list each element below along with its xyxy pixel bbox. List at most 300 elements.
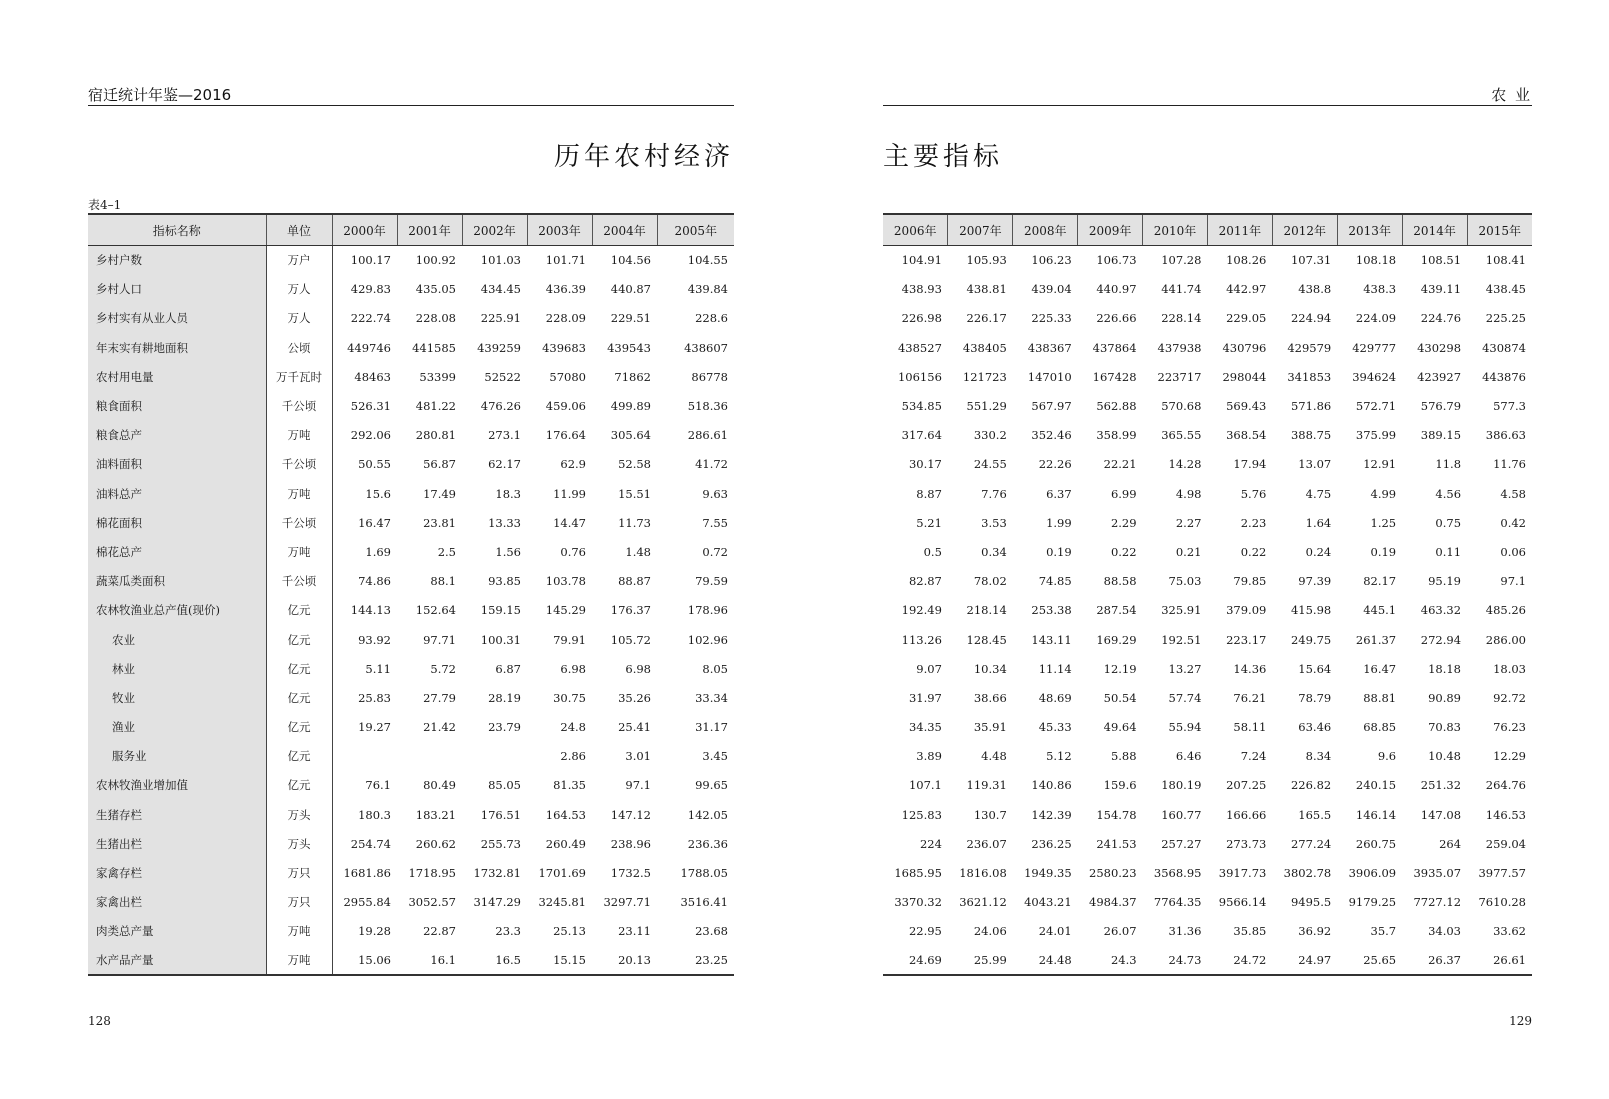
indicator-name: 农村用电量 (88, 362, 266, 391)
value-cell: 78.02 (973, 574, 1007, 589)
value-cell: 9495.5 (1290, 895, 1332, 910)
value-cell: 71862 (614, 369, 651, 384)
value-cell: 26.61 (1467, 946, 1532, 975)
table-row (883, 654, 1532, 683)
table-row (88, 946, 734, 975)
indicator-name: 水产品产量 (88, 946, 266, 975)
indicator-unit: 千公顷 (266, 508, 332, 537)
value-cell: 439.84 (687, 282, 728, 297)
table-row (88, 742, 734, 771)
value-cell: 24.69 (883, 946, 948, 975)
table-row (88, 596, 734, 625)
value-cell: 286.00 (1485, 632, 1526, 647)
value-cell: 224.09 (1355, 311, 1397, 326)
value-cell: 0.42 (1500, 515, 1526, 530)
table-row (88, 858, 734, 887)
column-header: 2015年 (1467, 214, 1532, 246)
value-cell: 55.94 (1168, 720, 1202, 735)
table-row (88, 713, 734, 742)
value-cell: 259.04 (1485, 836, 1526, 851)
value-cell: 34.03 (1428, 924, 1462, 939)
column-header: 2004年 (592, 214, 657, 246)
table-row (88, 450, 734, 479)
value-cell: 0.22 (1110, 544, 1137, 559)
value-cell: 576.79 (1420, 399, 1462, 414)
value-cell: 38.66 (973, 690, 1007, 705)
table-row (88, 508, 734, 537)
value-cell: 6.37 (1046, 486, 1072, 501)
value-cell: 19.28 (358, 924, 391, 939)
value-cell: 442.97 (1226, 282, 1267, 297)
value-cell: 99.65 (695, 778, 728, 793)
value-cell: 17.94 (1233, 457, 1267, 472)
value-cell (397, 742, 462, 771)
value-cell: 9179.25 (1348, 895, 1397, 910)
value-cell: 441585 (412, 340, 456, 355)
indicator-unit: 亿元 (266, 713, 332, 742)
value-cell: 82.17 (1363, 574, 1397, 589)
table-row (883, 800, 1532, 829)
indicator-unit: 公顷 (266, 333, 332, 362)
indicator-name: 油料面积 (88, 450, 266, 479)
value-cell: 30.75 (553, 690, 586, 705)
value-cell: 74.85 (1038, 574, 1072, 589)
value-cell: 13.07 (1298, 457, 1332, 472)
value-cell: 23.3 (495, 924, 521, 939)
value-cell: 569.43 (1226, 399, 1267, 414)
indicator-name: 年末实有耕地面积 (88, 333, 266, 362)
value-cell: 435.05 (415, 282, 456, 297)
indicator-unit: 万吨 (266, 917, 332, 946)
value-cell: 437864 (1092, 340, 1137, 355)
value-cell: 0.19 (1046, 544, 1072, 559)
value-cell: 108.41 (1485, 253, 1526, 268)
value-cell: 35.26 (618, 690, 651, 705)
value-cell: 3.01 (625, 749, 651, 764)
column-header: 2003年 (527, 214, 592, 246)
value-cell: 128.45 (966, 632, 1007, 647)
indicator-unit: 千公顷 (266, 391, 332, 420)
value-cell: 224.94 (1290, 311, 1332, 326)
right-page (805, 0, 1609, 1099)
value-cell: 437938 (1157, 340, 1202, 355)
value-cell: 53399 (419, 369, 456, 384)
value-cell: 229.05 (1226, 311, 1267, 326)
value-cell: 218.14 (966, 603, 1007, 618)
value-cell: 253.38 (1031, 603, 1072, 618)
value-cell: 6.99 (1110, 486, 1137, 501)
table-row (883, 508, 1532, 537)
value-cell: 7727.12 (1413, 895, 1462, 910)
value-cell: 107.28 (1161, 253, 1202, 268)
value-cell: 24.97 (1272, 946, 1337, 975)
value-cell: 273.1 (488, 428, 521, 443)
value-cell: 103.78 (545, 574, 586, 589)
value-cell: 439.11 (1420, 282, 1462, 297)
value-cell: 8.87 (916, 486, 942, 501)
value-cell: 93.92 (358, 632, 391, 647)
column-header: 2011年 (1207, 214, 1272, 246)
value-cell: 5.72 (430, 661, 456, 676)
value-cell: 52522 (484, 369, 521, 384)
page-title-left: 历年农村经济 (553, 142, 734, 172)
value-cell: 104.91 (901, 253, 942, 268)
value-cell: 88.1 (430, 574, 456, 589)
value-cell: 81.35 (553, 778, 586, 793)
value-cell: 438367 (1027, 340, 1072, 355)
value-cell: 125.83 (901, 807, 942, 822)
value-cell: 76.21 (1233, 690, 1267, 705)
indicator-unit: 万吨 (266, 421, 332, 450)
value-cell: 56.87 (423, 457, 456, 472)
header-rule-left (88, 105, 734, 106)
indicator-unit: 万吨 (266, 537, 332, 566)
value-cell: 228.14 (1161, 311, 1202, 326)
table-row (883, 362, 1532, 391)
value-cell: 5.88 (1110, 749, 1137, 764)
value-cell: 1.64 (1305, 515, 1332, 530)
indicator-name: 棉花面积 (88, 508, 266, 537)
indicator-unit: 千公顷 (266, 450, 332, 479)
value-cell: 241.53 (1096, 836, 1137, 851)
table-row (883, 596, 1532, 625)
indicator-name: 蔬菜瓜类面积 (88, 567, 266, 596)
value-cell: 292.06 (350, 428, 391, 443)
table-row (883, 917, 1532, 946)
value-cell: 249.75 (1290, 632, 1332, 647)
value-cell: 439259 (477, 340, 521, 355)
value-cell: 100.31 (480, 632, 521, 647)
page-number-left: 128 (88, 1014, 111, 1028)
value-cell: 228.09 (545, 311, 586, 326)
value-cell: 551.29 (966, 399, 1007, 414)
value-cell: 16.47 (1363, 661, 1397, 676)
value-cell: 22.95 (908, 924, 942, 939)
value-cell: 5.76 (1240, 486, 1267, 501)
value-cell: 143.11 (1031, 632, 1072, 647)
value-cell: 144.13 (350, 603, 391, 618)
value-cell: 1.25 (1370, 515, 1397, 530)
table-row (88, 917, 734, 946)
value-cell: 108.18 (1355, 253, 1397, 268)
value-cell: 440.97 (1096, 282, 1137, 297)
indicator-name: 农林牧渔业增加值 (88, 771, 266, 800)
value-cell: 365.55 (1161, 428, 1202, 443)
value-cell: 438.93 (901, 282, 942, 297)
value-cell: 3147.29 (473, 895, 521, 910)
value-cell: 113.26 (901, 632, 942, 647)
table-row (883, 625, 1532, 654)
value-cell: 31.97 (908, 690, 942, 705)
table-row (88, 421, 734, 450)
value-cell: 57.74 (1168, 690, 1202, 705)
value-cell: 518.36 (687, 399, 728, 414)
value-cell: 16.1 (397, 946, 462, 975)
value-cell: 1.56 (495, 544, 521, 559)
value-cell: 146.14 (1355, 807, 1397, 822)
value-cell: 11.73 (618, 515, 651, 530)
table-row (88, 537, 734, 566)
column-header: 2000年 (332, 214, 397, 246)
value-cell: 375.99 (1355, 428, 1397, 443)
value-cell: 146.53 (1485, 807, 1526, 822)
value-cell: 0.75 (1435, 515, 1462, 530)
value-cell: 164.53 (545, 807, 586, 822)
value-cell: 48463 (354, 369, 391, 384)
value-cell: 101.03 (480, 253, 521, 268)
value-cell: 95.19 (1428, 574, 1462, 589)
value-cell: 223717 (1157, 369, 1202, 384)
value-cell: 2.29 (1110, 515, 1137, 530)
value-cell: 68.85 (1363, 720, 1397, 735)
value-cell: 50.55 (358, 457, 391, 472)
indicator-name: 乡村实有从业人员 (88, 304, 266, 333)
value-cell: 25.65 (1337, 946, 1402, 975)
value-cell: 78.79 (1298, 690, 1332, 705)
value-cell: 166.66 (1226, 807, 1267, 822)
value-cell: 154.78 (1096, 807, 1137, 822)
value-cell: 104.55 (687, 253, 728, 268)
value-cell: 430298 (1417, 340, 1462, 355)
value-cell: 180.3 (358, 807, 391, 822)
value-cell: 526.31 (350, 399, 391, 414)
value-cell: 226.17 (966, 311, 1007, 326)
value-cell: 330.2 (973, 428, 1007, 443)
value-cell: 3245.81 (538, 895, 586, 910)
value-cell: 3.45 (702, 749, 728, 764)
value-cell: 0.21 (1175, 544, 1202, 559)
value-cell: 48.69 (1038, 690, 1072, 705)
value-cell: 438.8 (1298, 282, 1332, 297)
value-cell: 142.39 (1031, 807, 1072, 822)
indicator-unit: 亿元 (266, 596, 332, 625)
value-cell: 317.64 (901, 428, 942, 443)
value-cell: 76.23 (1493, 720, 1526, 735)
value-cell: 207.25 (1226, 778, 1267, 793)
value-cell: 82.87 (908, 574, 942, 589)
indicator-unit: 亿元 (266, 625, 332, 654)
value-cell: 24.3 (1078, 946, 1143, 975)
table-row (883, 858, 1532, 887)
table-row (88, 362, 734, 391)
indicator-unit: 万只 (266, 888, 332, 917)
column-header: 2008年 (1013, 214, 1078, 246)
value-cell: 19.27 (358, 720, 391, 735)
table-row (883, 713, 1532, 742)
value-cell: 108.51 (1420, 253, 1462, 268)
value-cell: 24.73 (1143, 946, 1208, 975)
value-cell: 1732.5 (610, 866, 651, 881)
value-cell: 1788.05 (680, 866, 728, 881)
value-cell: 0.06 (1500, 544, 1526, 559)
value-cell: 33.34 (695, 690, 728, 705)
table-row (883, 246, 1532, 275)
value-cell: 23.68 (695, 924, 728, 939)
value-cell: 2580.23 (1089, 866, 1137, 881)
value-cell (332, 742, 397, 771)
page-title-right: 主要指标 (883, 142, 1004, 172)
value-cell: 4.56 (1435, 486, 1462, 501)
value-cell: 225.25 (1485, 311, 1526, 326)
value-cell: 577.3 (1493, 399, 1526, 414)
value-cell: 7.24 (1240, 749, 1267, 764)
value-cell: 438.45 (1485, 282, 1526, 297)
value-cell: 26.37 (1402, 946, 1467, 975)
value-cell: 88.87 (618, 574, 651, 589)
column-header: 2013年 (1337, 214, 1402, 246)
value-cell: 257.27 (1161, 836, 1202, 851)
value-cell: 31.36 (1168, 924, 1202, 939)
value-cell: 1.69 (365, 544, 391, 559)
value-cell: 264 (1439, 836, 1462, 851)
indicator-unit: 万头 (266, 829, 332, 858)
indicator-unit: 万户 (266, 246, 332, 275)
table-number: 表4–1 (88, 198, 122, 212)
value-cell: 23.25 (657, 946, 734, 975)
value-cell: 85.05 (488, 778, 521, 793)
value-cell: 567.97 (1031, 399, 1072, 414)
value-cell: 3516.41 (680, 895, 728, 910)
value-cell: 18.3 (495, 486, 521, 501)
table-row (88, 683, 734, 712)
indicator-name: 生猪出栏 (88, 829, 266, 858)
table-row (883, 275, 1532, 304)
value-cell: 169.29 (1096, 632, 1137, 647)
value-cell: 3052.57 (408, 895, 456, 910)
table-row (883, 304, 1532, 333)
value-cell: 0.72 (702, 544, 728, 559)
table-row (883, 421, 1532, 450)
value-cell: 3917.73 (1218, 866, 1267, 881)
value-cell: 438607 (684, 340, 728, 355)
value-cell: 443876 (1482, 369, 1526, 384)
value-cell: 24.48 (1013, 946, 1078, 975)
value-cell: 11.76 (1493, 457, 1526, 472)
value-cell: 3621.12 (959, 895, 1007, 910)
value-cell: 15.51 (618, 486, 651, 501)
value-cell: 97.39 (1298, 574, 1332, 589)
value-cell: 1.48 (625, 544, 651, 559)
indicator-unit: 万千瓦时 (266, 362, 332, 391)
table-row (88, 888, 734, 917)
value-cell: 22.21 (1103, 457, 1137, 472)
indicator-unit: 亿元 (266, 771, 332, 800)
value-cell: 14.36 (1233, 661, 1267, 676)
indicator-unit: 万头 (266, 800, 332, 829)
value-cell: 415.98 (1290, 603, 1332, 618)
value-cell: 16.5 (462, 946, 527, 975)
table-row (88, 567, 734, 596)
value-cell: 23.11 (618, 924, 651, 939)
value-cell: 429777 (1352, 340, 1397, 355)
value-cell: 25.13 (553, 924, 586, 939)
value-cell: 476.26 (480, 399, 521, 414)
value-cell: 226.82 (1290, 778, 1332, 793)
value-cell: 389.15 (1420, 428, 1462, 443)
value-cell: 1.99 (1046, 515, 1072, 530)
value-cell: 119.31 (966, 778, 1007, 793)
value-cell: 439683 (542, 340, 586, 355)
value-cell: 88.58 (1103, 574, 1137, 589)
value-cell: 11.99 (553, 486, 586, 501)
value-cell: 429.83 (350, 282, 391, 297)
value-cell: 90.89 (1428, 690, 1462, 705)
column-header: 指标名称 (88, 214, 266, 246)
table-row (883, 683, 1532, 712)
value-cell: 6.98 (625, 661, 651, 676)
value-cell: 9.63 (702, 486, 728, 501)
value-cell: 272.94 (1420, 632, 1462, 647)
indicator-unit: 万只 (266, 858, 332, 887)
value-cell: 223.17 (1226, 632, 1267, 647)
value-cell: 86778 (691, 369, 728, 384)
value-cell: 226.98 (901, 311, 942, 326)
value-cell: 107.31 (1290, 253, 1332, 268)
value-cell: 159.15 (480, 603, 521, 618)
value-cell: 6.87 (495, 661, 521, 676)
indicator-unit: 亿元 (266, 742, 332, 771)
indicator-name: 乡村人口 (88, 275, 266, 304)
value-cell: 62.9 (560, 457, 586, 472)
value-cell: 254.74 (350, 836, 391, 851)
value-cell: 434.45 (480, 282, 521, 297)
value-cell: 100.17 (350, 253, 391, 268)
value-cell: 23.81 (423, 515, 456, 530)
column-header: 2006年 (883, 214, 948, 246)
value-cell: 429579 (1287, 340, 1332, 355)
value-cell: 8.34 (1305, 749, 1332, 764)
value-cell: 3906.09 (1348, 866, 1397, 881)
indicator-name: 家禽出栏 (88, 888, 266, 917)
table-row (88, 479, 734, 508)
value-cell: 2.27 (1175, 515, 1202, 530)
value-cell: 4984.37 (1089, 895, 1137, 910)
table-row (883, 888, 1532, 917)
value-cell: 35.7 (1370, 924, 1397, 939)
value-cell: 2.23 (1240, 515, 1267, 530)
value-cell: 11.8 (1435, 457, 1462, 472)
value-cell: 9566.14 (1218, 895, 1267, 910)
value-cell: 459.06 (545, 399, 586, 414)
value-cell: 0.19 (1370, 544, 1397, 559)
value-cell: 277.24 (1290, 836, 1332, 851)
value-cell: 438527 (897, 340, 942, 355)
value-cell: 4.75 (1305, 486, 1332, 501)
value-cell: 368.54 (1226, 428, 1267, 443)
value-cell: 394624 (1352, 369, 1397, 384)
table-row (883, 333, 1532, 362)
table-row (88, 800, 734, 829)
value-cell: 24.8 (560, 720, 586, 735)
value-cell: 130.7 (973, 807, 1007, 822)
indicator-unit: 万人 (266, 275, 332, 304)
indicator-name: 棉花总产 (88, 537, 266, 566)
value-cell: 280.81 (415, 428, 456, 443)
value-cell: 9.07 (916, 661, 942, 676)
value-cell: 2.86 (560, 749, 586, 764)
value-cell: 224.76 (1420, 311, 1462, 326)
value-cell: 240.15 (1355, 778, 1397, 793)
value-cell: 106156 (897, 369, 942, 384)
indicator-name: 牧业 (88, 683, 266, 712)
value-cell: 23.79 (488, 720, 521, 735)
table-row (88, 304, 734, 333)
value-cell: 358.99 (1096, 428, 1137, 443)
value-cell: 3370.32 (894, 895, 942, 910)
value-cell: 4.48 (981, 749, 1007, 764)
value-cell: 226.66 (1096, 311, 1137, 326)
value-cell: 286.61 (687, 428, 728, 443)
